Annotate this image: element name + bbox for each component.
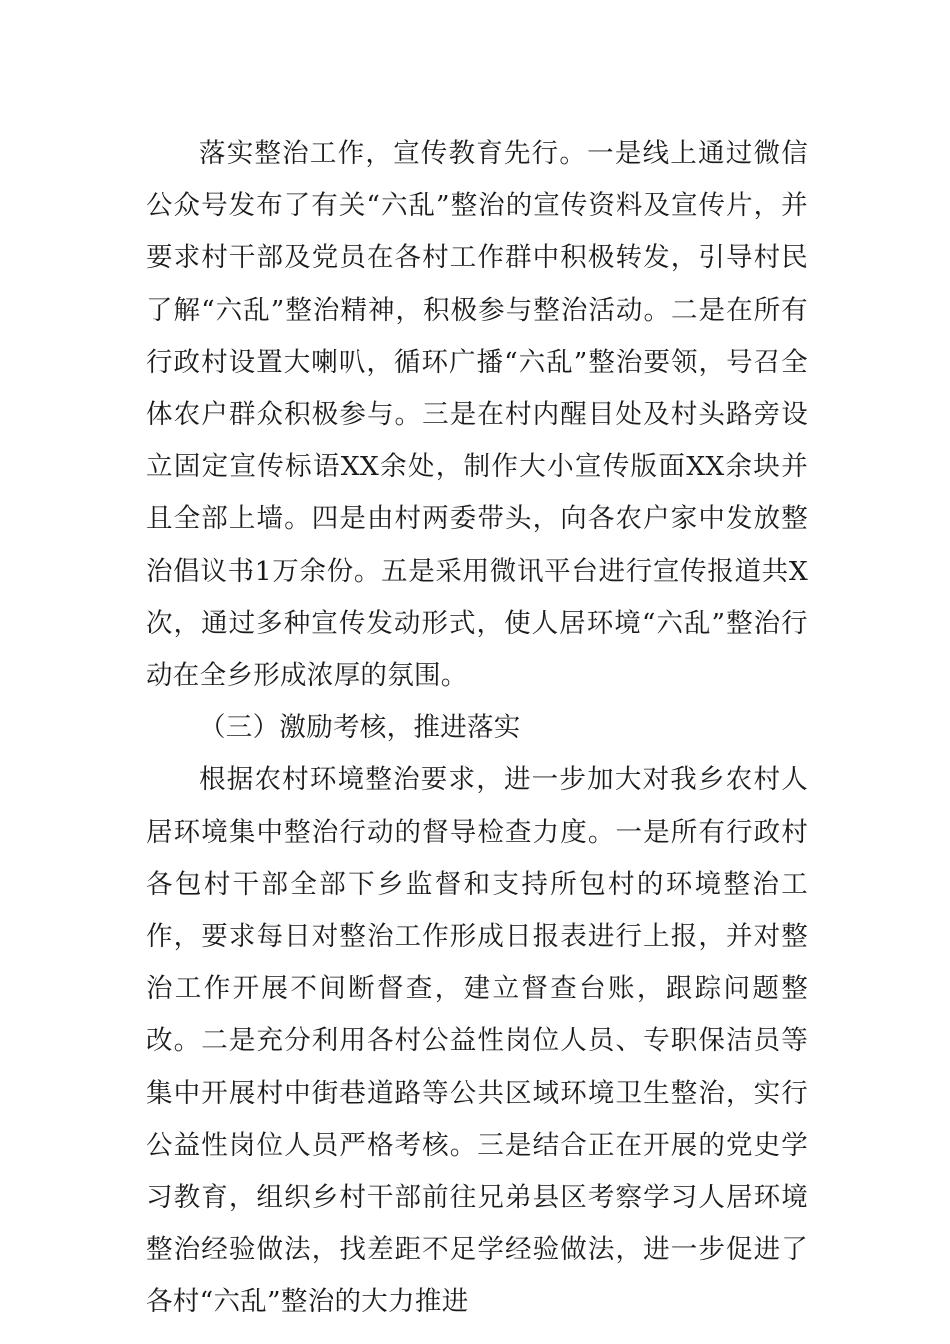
section-heading-incentive: （三）激励考核，推进落实 (199, 712, 521, 744)
paragraph-publicity: 落实整治工作，宣传教育先行。一是线上通过微信公众号发布了有关“六乱”整治的宣传资料及宣传片，并要求村干部及党员在各村工作群中积极转发，引导村民了解“六乱”整治精神，积极参与整治活动。二是在所有行政村设置大喇叭，循环广播“六乱”整治要领，号召全体农户群众积极参与。三是在村内醒目处及村头路旁设立固定宣传标语XX余处，制作大小宣传版面XX余块并且全部上墙。四是由村两委带头，向各农户家中发放整治倡议书1万余份。五是采用微讯平台进行宣传报道共X次，通过多种宣传发动形式，使人居环境“六乱”整治行动在全乡形成浓厚的氛围。 (146, 138, 808, 692)
paragraph-assessment: 根据农村环境整治要求，进一步加大对我乡农村人居环境集中整治行动的督导检查力度。一是所有行政村各包村干部全部下乡监督和支持所包村的环境整治工作，要求每日对整治工作形成日报表进行上报，并对整治工作开展不间断督查，建立督查台账，跟踪问题整改。二是充分利用各村公益性岗位人员、专职保洁员等集中开展村中街巷道路等公共区域环境卫生整治，实行公益性岗位人员严格考核。三是结合正在开展的党史学习教育，组织乡村干部前往兄弟县区考察学习人居环境整治经验做法，找差距不足学经验做法，进一步促进了各村“六乱”整治的大力推进 (146, 764, 808, 1318)
document-body (146, 128, 808, 1329)
